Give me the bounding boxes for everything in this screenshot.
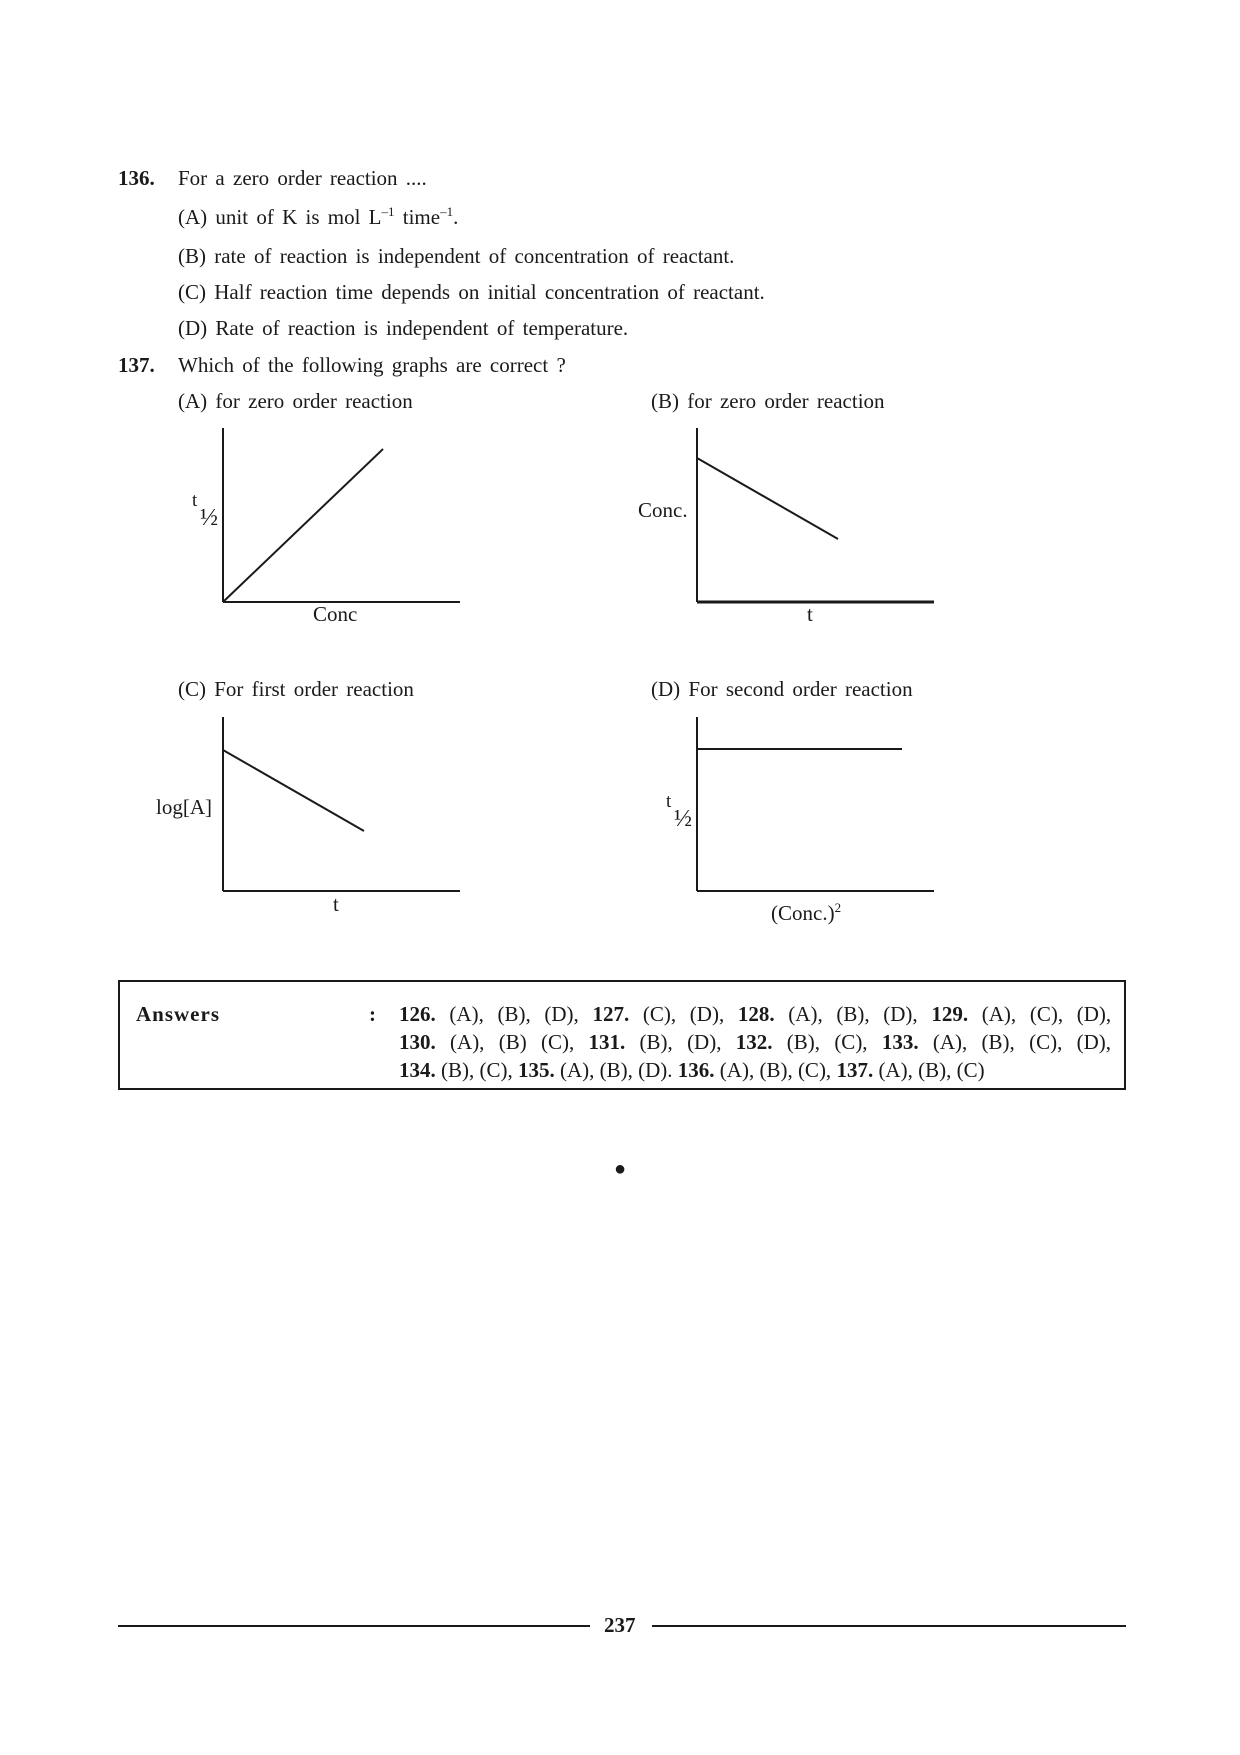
graph-c-y-label: log[A] bbox=[156, 795, 212, 819]
q136-number: 136. bbox=[118, 166, 155, 190]
graph-a bbox=[223, 428, 460, 602]
graph-c-caption: (C) For first order reaction bbox=[178, 677, 414, 701]
q136-option-d: (D) Rate of reaction is independent of temperature. bbox=[178, 316, 629, 340]
graph-c-plot-line bbox=[223, 750, 364, 831]
graph-b-plot-line bbox=[697, 458, 838, 539]
graph-d-y-label-t: t bbox=[666, 791, 672, 812]
q136-option-a: (A) unit of K is mol $L^{-1}$ time$^{-1}$. bbox=[178, 204, 459, 229]
separator-bullet: ● bbox=[614, 1158, 627, 1180]
answers-line-3: 134. (B), (C), 135. (A), (B), (D). 136. (A), (B), (C), 137. (A), (B), (C) bbox=[399, 1058, 985, 1082]
graph-a-x-label: Conc bbox=[313, 602, 358, 626]
answers-line-1: 126. (A), (B), (D), 127. (C), (D), 128. (A), (B), (D), 129. (A), (C), (D), bbox=[399, 1002, 1112, 1026]
page-number: 237 bbox=[604, 1613, 636, 1637]
answers-label: Answers bbox=[136, 1002, 220, 1026]
answers-box bbox=[118, 980, 1126, 1090]
graph-c bbox=[223, 717, 460, 891]
graph-d-y-label-half: ½ bbox=[674, 806, 692, 832]
graph-b-y-label: Conc. bbox=[638, 498, 688, 522]
graph-a-y-label-half: ½ bbox=[200, 505, 218, 531]
footer-rule-right bbox=[652, 1625, 1126, 1627]
graph-c-x-label: t bbox=[333, 892, 339, 916]
graph-d-x-label: (Conc.)$^2$ bbox=[771, 900, 842, 925]
graph-b bbox=[697, 428, 934, 602]
graph-b-caption: (B) for zero order reaction bbox=[651, 389, 885, 413]
graph-b-x-label: t bbox=[807, 602, 813, 626]
q136-option-b: (B) rate of reaction is independent of concentration of reactant. bbox=[178, 244, 735, 268]
graph-d-caption: (D) For second order reaction bbox=[651, 677, 913, 701]
graph-a-y-label-t: t bbox=[192, 490, 198, 511]
graph-a-caption: (A) for zero order reaction bbox=[178, 389, 413, 413]
footer-rule-left bbox=[118, 1625, 590, 1627]
q137-stem: Which of the following graphs are correct ? bbox=[178, 353, 566, 377]
q137-number: 137. bbox=[118, 353, 155, 377]
q136-stem: For a zero order reaction .... bbox=[178, 166, 427, 190]
answers-line-2: 130. (A), (B) (C), 131. (B), (D), 132. (B), (C), 133. (A), (B), (C), (D), bbox=[399, 1030, 1112, 1054]
graph-a-plot-line bbox=[223, 449, 383, 602]
q136-option-c: (C) Half reaction time depends on initial concentration of reactant. bbox=[178, 280, 765, 304]
answers-colon: : bbox=[369, 1002, 376, 1026]
graph-d bbox=[697, 717, 934, 891]
